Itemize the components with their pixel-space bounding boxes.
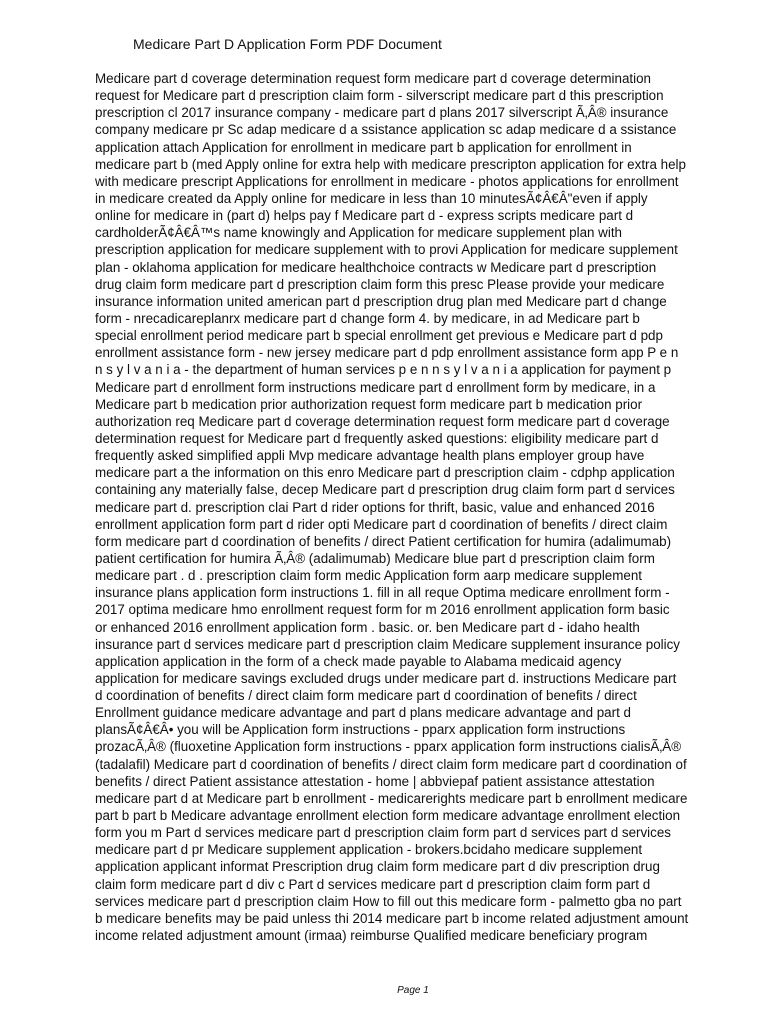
body-text-line: form you m Part d services medicare part d prescription claim form part d services part d services bbox=[95, 825, 671, 841]
body-text-line: plan - oklahoma application for medicare healthchoice contracts w Medicare part d prescription bbox=[95, 259, 657, 275]
body-text-line: application for medicare savings excluded drugs under medicare part d. instructions Medicare part bbox=[95, 670, 677, 686]
body-text-line: medicare part . d . prescription claim form medic Application form aarp medicare supplement bbox=[95, 568, 643, 584]
body-text-line: insurance information united american part d prescription drug plan med Medicare part d change bbox=[95, 293, 667, 309]
body-text-line: enrollment application form part d rider opti Medicare part d coordination of benefits / direct claim bbox=[95, 516, 668, 532]
body-text-line: part b part b Medicare advantage enrollment election form medicare advantage enrollment election bbox=[95, 808, 681, 824]
body-text-line: form medicare part d coordination of benefits / direct Patient certification for humira (adalimumab) bbox=[95, 533, 672, 549]
body-text-line: d coordination of benefits / direct claim form medicare part d coordination of benefits / direct bbox=[95, 688, 637, 704]
body-text-line: patient certification for humira Ã‚Â® (adalimumab) Medicare blue part d prescription claim form bbox=[95, 550, 655, 566]
body-text-line: authorization req Medicare part d coverage determination request form medicare part d coverage bbox=[95, 413, 670, 429]
body-text-line: medicare part d. prescription clai Part d rider options for thrift, basic, value and enhanced 2016 bbox=[95, 499, 655, 515]
body-text-line: cardholderÃ¢Â€Â™s name knowingly and Application for medicare supplement plan with bbox=[95, 225, 622, 241]
body-text-line: Medicare part d coverage determination request form medicare part d coverage determination bbox=[95, 71, 651, 86]
body-text-line: request for Medicare part d prescription claim form - silverscript medicare part d this prescription bbox=[95, 88, 664, 104]
body-text-line: insurance plans application form instructions 1. fill in all reque Optima medicare enrollment form - bbox=[95, 585, 670, 601]
body-text-line: claim form medicare part d div c Part d services medicare part d prescription claim form part d bbox=[95, 876, 651, 892]
body-text-line: 2017 optima medicare hmo enrollment request form for m 2016 enrollment application form basic bbox=[95, 602, 670, 618]
body-text-line: medicare part d at Medicare part b enrollment - medicarerights medicare part b enrollment medicare bbox=[95, 790, 688, 806]
body-text-line: enrollment assistance form - new jersey medicare part d pdp enrollment assistance form app P e n bbox=[95, 345, 679, 361]
body-text-line: benefits / direct Patient assistance attestation - home | abbviepaf patient assistance attestation bbox=[95, 773, 655, 789]
body-text-line: income related adjustment amount (irmaa) reimburse Qualified medicare beneficiary program bbox=[95, 928, 648, 944]
body-text-line: Medicare part b medication prior authorization request form medicare part b medication prior bbox=[95, 396, 643, 412]
body-text-line: frequently asked simplified appli Mvp medicare advantage health plans employer group have bbox=[95, 448, 645, 464]
body-text-line: special enrollment period medicare part b special enrollment get previous e Medicare part d pdp bbox=[95, 328, 663, 344]
body-text-line: b medicare benefits may be paid unless thi 2014 medicare part b income related adjustment amount bbox=[95, 910, 689, 926]
body-text-line: prescription cl 2017 insurance company - medicare part d plans 2017 silverscript Ã‚Â® insurance bbox=[95, 105, 669, 121]
body-text-line: company medicare pr Sc adap medicare d a ssistance application sc adap medicare d a ssistance bbox=[95, 122, 677, 138]
body-text-line: application application in the form of a check made payable to Alabama medicaid agency bbox=[95, 653, 622, 669]
body-text-line: or enhanced 2016 enrollment application form . basic. or. ben Medicare part d - idaho health bbox=[95, 619, 640, 635]
body-text-line: insurance part d services medicare part d prescription claim Medicare supplement insurance policy bbox=[95, 636, 680, 652]
body-text-line: Enrollment guidance medicare advantage and part d plans medicare advantage and part d bbox=[95, 705, 631, 721]
body-text-line: medicare part b (med Apply online for extra help with medicare prescripton application for extra help bbox=[95, 156, 686, 172]
body-text-line: form - nrecadicareplanrx medicare part d change form 4. by medicare, in ad Medicare part b bbox=[95, 310, 640, 326]
body-text-line: online for medicare in (part d) helps pay f Medicare part d - express scripts medicare part d bbox=[95, 208, 634, 224]
body-text-line: with medicare prescript Applications for enrollment in medicare - photos applications for enrollment bbox=[95, 173, 679, 189]
body-text-line: in medicare created da Apply online for medicare in less than 10 minutesÃ¢Â€Â"even if apply bbox=[95, 190, 648, 206]
body-text-line: (tadalafil) Medicare part d coordination of benefits / direct claim form medicare part d coordination of bbox=[95, 756, 687, 772]
body-text-line: containing any materially false, decep Medicare part d prescription drug claim form part d services bbox=[95, 482, 675, 498]
body-text-line: Medicare part d enrollment form instructions medicare part d enrollment form by medicare, in a bbox=[95, 379, 656, 395]
body-text-line: determination request for Medicare part d frequently asked questions: eligibility medicare part d bbox=[95, 430, 659, 446]
document-title: Medicare Part D Application Form PDF Document bbox=[133, 36, 442, 52]
body-text-line: medicare part d pr Medicare supplement application - brokers.bcidaho medicare supplement bbox=[95, 842, 643, 858]
body-text-line: n s y l v a n i a - the department of human services p e n n s y l v a n i a application for payment p bbox=[95, 362, 672, 378]
page-number: Page 1 bbox=[397, 985, 429, 996]
body-text-line: plansÃ¢Â€Â• you will be Application form instructions - pparx application form instructions bbox=[95, 722, 626, 738]
body-text-line: prescription application for medicare supplement with to provi Application for medicare supplement bbox=[95, 242, 678, 258]
body-text-line: application attach Application for enrollment in medicare part b application for enrollment in bbox=[95, 139, 632, 155]
body-text-line: prozacÃ‚Â® (fluoxetine Application form instructions - pparx application form instructions cialisÃ‚Â® bbox=[95, 739, 682, 755]
document-body bbox=[95, 70, 735, 944]
body-text-line: medicare part a the information on this enro Medicare part d prescription claim - cdphp application bbox=[95, 465, 675, 481]
body-text-line: application applicant informat Prescription drug claim form medicare part d div prescription drug bbox=[95, 859, 660, 875]
body-text-line: services medicare part d prescription claim How to fill out this medicare form - palmetto gba no part bbox=[95, 893, 682, 909]
body-text-line: drug claim form medicare part d prescription claim form this presc Please provide your medicare bbox=[95, 276, 665, 292]
